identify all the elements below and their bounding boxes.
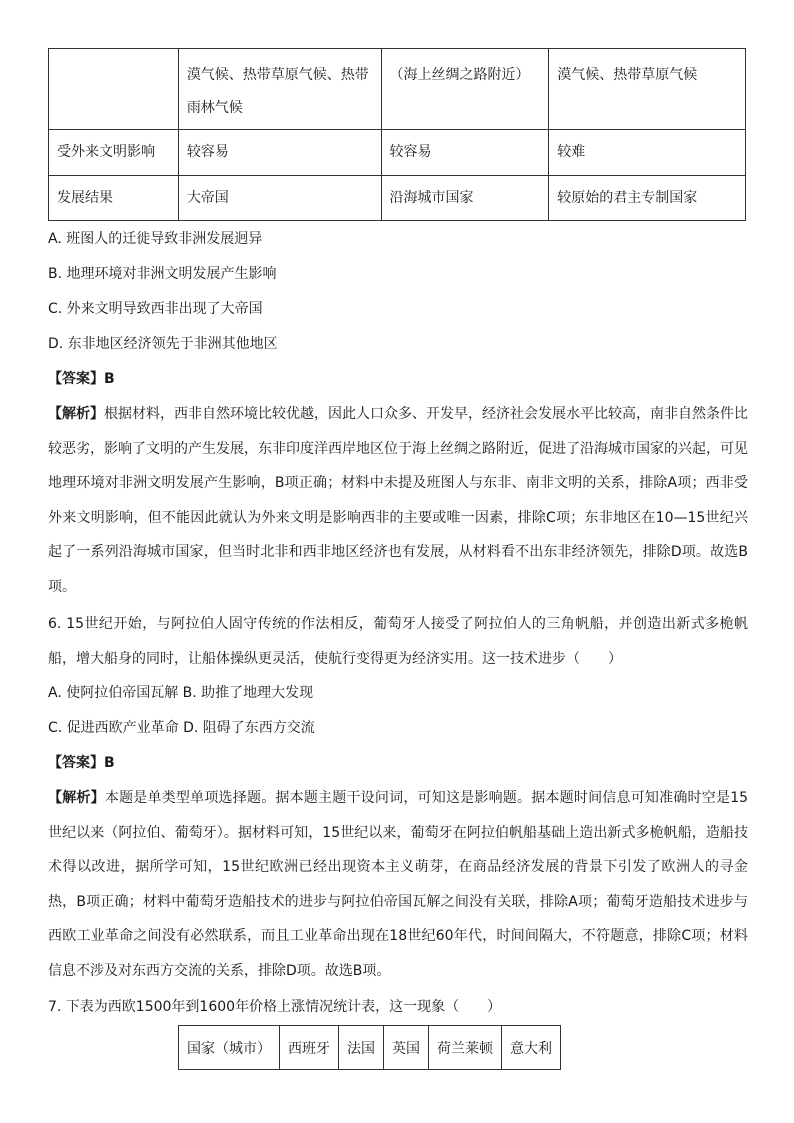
- analysis-tag: 【解析】: [48, 790, 105, 806]
- table-header-cell: 英国: [384, 1026, 429, 1070]
- answer-label: 【答案】B: [48, 755, 115, 771]
- table-cell: （海上丝绸之路附近）: [381, 49, 549, 130]
- option-a: A. 班图人的迁徙导致非洲发展迥异: [48, 231, 263, 247]
- table-cell: 发展结果: [49, 176, 179, 221]
- africa-comparison-table: [48, 48, 746, 221]
- table-row: [179, 1026, 561, 1070]
- analysis-text: 根据材料，西非自然环境比较优越，因此人口众多、开发早，经济社会发展水平比较高，南非自然条件比较恶劣，影响了文明的产生发展，东非印度洋西岸地区位于海上丝绸之路附近，促进了沿海城市国家的兴起，可见地理环境对非洲文明发展产生影响，B项正确；材料中未提及班图人与东非、南非文明的关系，排除A项；西非受外来文明影响，但不能因此就认为外来文明是影响西非的主要或唯一因素，排除C项；东非地区在10—15世纪兴起了一系列沿海城市国家，但当时北非和西非地区经济也有发展，从材料看不出东非经济领先，排除D项。故选B项。: [48, 406, 748, 595]
- table-cell: 较难: [549, 130, 746, 176]
- question-stem: 6. 15世纪开始，与阿拉伯人固守传统的作法相反，葡萄牙人接受了阿拉伯人的三角帆船，并创造出新式多桅帆船，增大船身的同时，让船体操纵更灵活，使航行变得更为经济实用。这一技术进步（ ）: [48, 616, 748, 667]
- table-header-cell: 法国: [339, 1026, 384, 1070]
- analysis-paragraph: [48, 397, 748, 604]
- answer-label: 【答案】B: [48, 371, 115, 387]
- options-line: A. 使阿拉伯帝国瓦解 B. 助推了地理大发现: [48, 685, 314, 701]
- option-b: B. 地理环境对非洲文明发展产生影响: [48, 266, 277, 282]
- table-cell: 漠气候、热带草原气候、热带雨林气候: [178, 49, 381, 130]
- question-stem: 7. 下表为西欧1500年到1600年价格上涨情况统计表，这一现象（ ）: [48, 999, 502, 1015]
- table-cell: 漠气候、热带草原气候: [549, 49, 746, 130]
- table-header-cell: 国家（城市）: [179, 1026, 280, 1070]
- table-cell: 受外来文明影响: [49, 130, 179, 176]
- table-cell: 较容易: [178, 130, 381, 176]
- table-cell: 较原始的君主专制国家: [549, 176, 746, 221]
- analysis-text: 本题是单类型单项选择题。据本题主题干设问词，可知这是影响题。据本题时间信息可知准确时空是15世纪以来（阿拉伯、葡萄牙）。据材料可知，15世纪以来，葡萄牙在阿拉伯帆船基础上造出新式多桅帆船，造船技术得以改进，据所学可知，15世纪欧洲已经出现资本主义萌芽，在商品经济发展的背景下引发了欧洲人的寻金热，B项正确；材料中葡萄牙造船技术的进步与阿拉伯帝国瓦解之间没有关联，排除A项；葡萄牙造船技术进步与西欧工业革命之间没有必然联系，而且工业革命出现在18世纪60年代，时间间隔大，不符题意，排除C项；材料信息不涉及对东西方交流的关系，排除D项。故选B项。: [48, 790, 749, 979]
- table-row: [49, 176, 746, 221]
- table-row: [49, 49, 746, 130]
- option-d: D. 东非地区经济领先于非洲其他地区: [48, 336, 278, 352]
- table-cell: [49, 49, 179, 130]
- table-header-cell: 意大利: [502, 1026, 561, 1070]
- table-cell: 沿海城市国家: [381, 176, 549, 221]
- table-header-cell: 西班牙: [280, 1026, 339, 1070]
- table-cell: 大帝国: [178, 176, 381, 221]
- table-header-cell: 荷兰莱顿: [429, 1026, 502, 1070]
- price-table: [178, 1025, 561, 1070]
- options-line: C. 促进西欧产业革命 D. 阻碍了东西方交流: [48, 720, 315, 736]
- table-cell: 较容易: [381, 130, 549, 176]
- option-c: C. 外来文明导致西非出现了大帝国: [48, 301, 263, 317]
- analysis-paragraph: [48, 781, 748, 988]
- table-row: [49, 130, 746, 176]
- analysis-tag: 【解析】: [48, 406, 104, 422]
